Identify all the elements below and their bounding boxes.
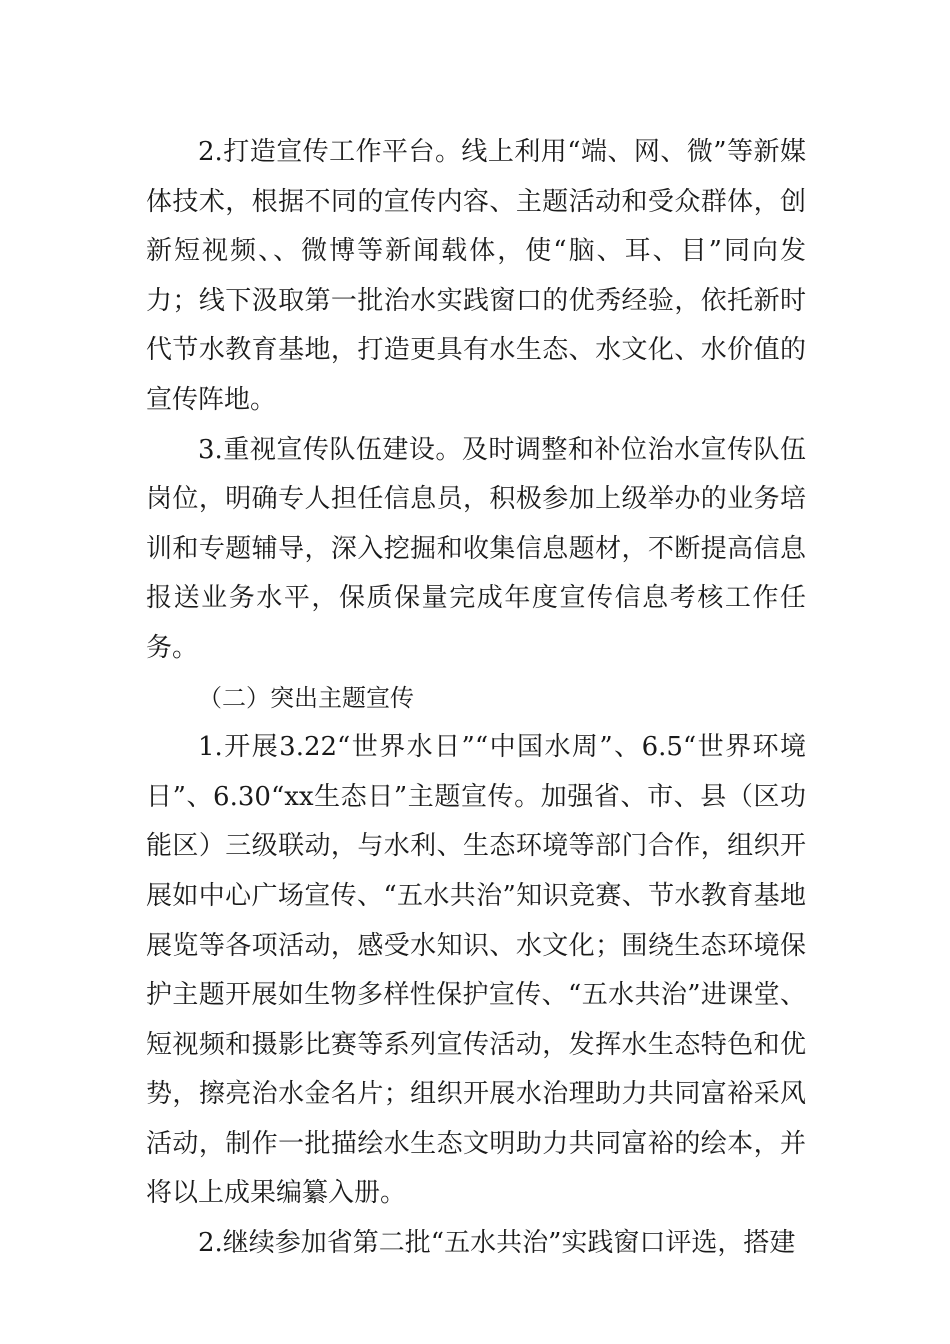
document-body xyxy=(146,128,806,1269)
paragraph-practice-window: 2.继续参加省第二批“五水共治”实践窗口评选，搭建 xyxy=(198,1228,796,1259)
paragraph-publicity-team: 3.重视宣传队伍建设。及时调整和补位治水宣传队伍岗位，明确专人担任信息员，积极参加上级举办的业务培训和专题辅导，深入挖掘和收集信息题材，不断提高信息报送业务水平，保质保量完成年度宣传信息考核工作任务。 xyxy=(146,434,806,663)
paragraph-theme-events: 1.开展3.22“世界水日”“中国水周”、6.5“世界环境日”、6.30“xx生态日”主题宣传。加强省、市、县（区功能区）三级联动，与水利、生态环境等部门合作，组织开展如中心广场宣传、“五水共治”知识竞赛、节水教育基地展览等各项活动，感受水知识、水文化；围绕生态环境保护主题开展如生物多样性保护宣传、“五水共治”进课堂、短视频和摄影比赛等系列宣传活动，发挥水生态特色和优势，擦亮治水金名片；组织开展水治理助力共同富裕采风活动，制作一批描绘水生态文明助力共同富裕的绘本，并将以上成果编纂入册。 xyxy=(146,732,806,1209)
paragraph-publicity-platform: 2.打造宣传工作平台。线上利用“端、网、微”等新媒体技术，根据不同的宣传内容、主题活动和受众群体，创新短视频、、微博等新闻载体，使“脑、耳、目”同向发力；线下汲取第一批治水实践窗口的优秀经验，依托新时代节水教育基地，打造更具有水生态、水文化、水价值的宣传阵地。 xyxy=(146,137,806,415)
section-heading-theme-publicity: （二）突出主题宣传 xyxy=(198,683,414,712)
